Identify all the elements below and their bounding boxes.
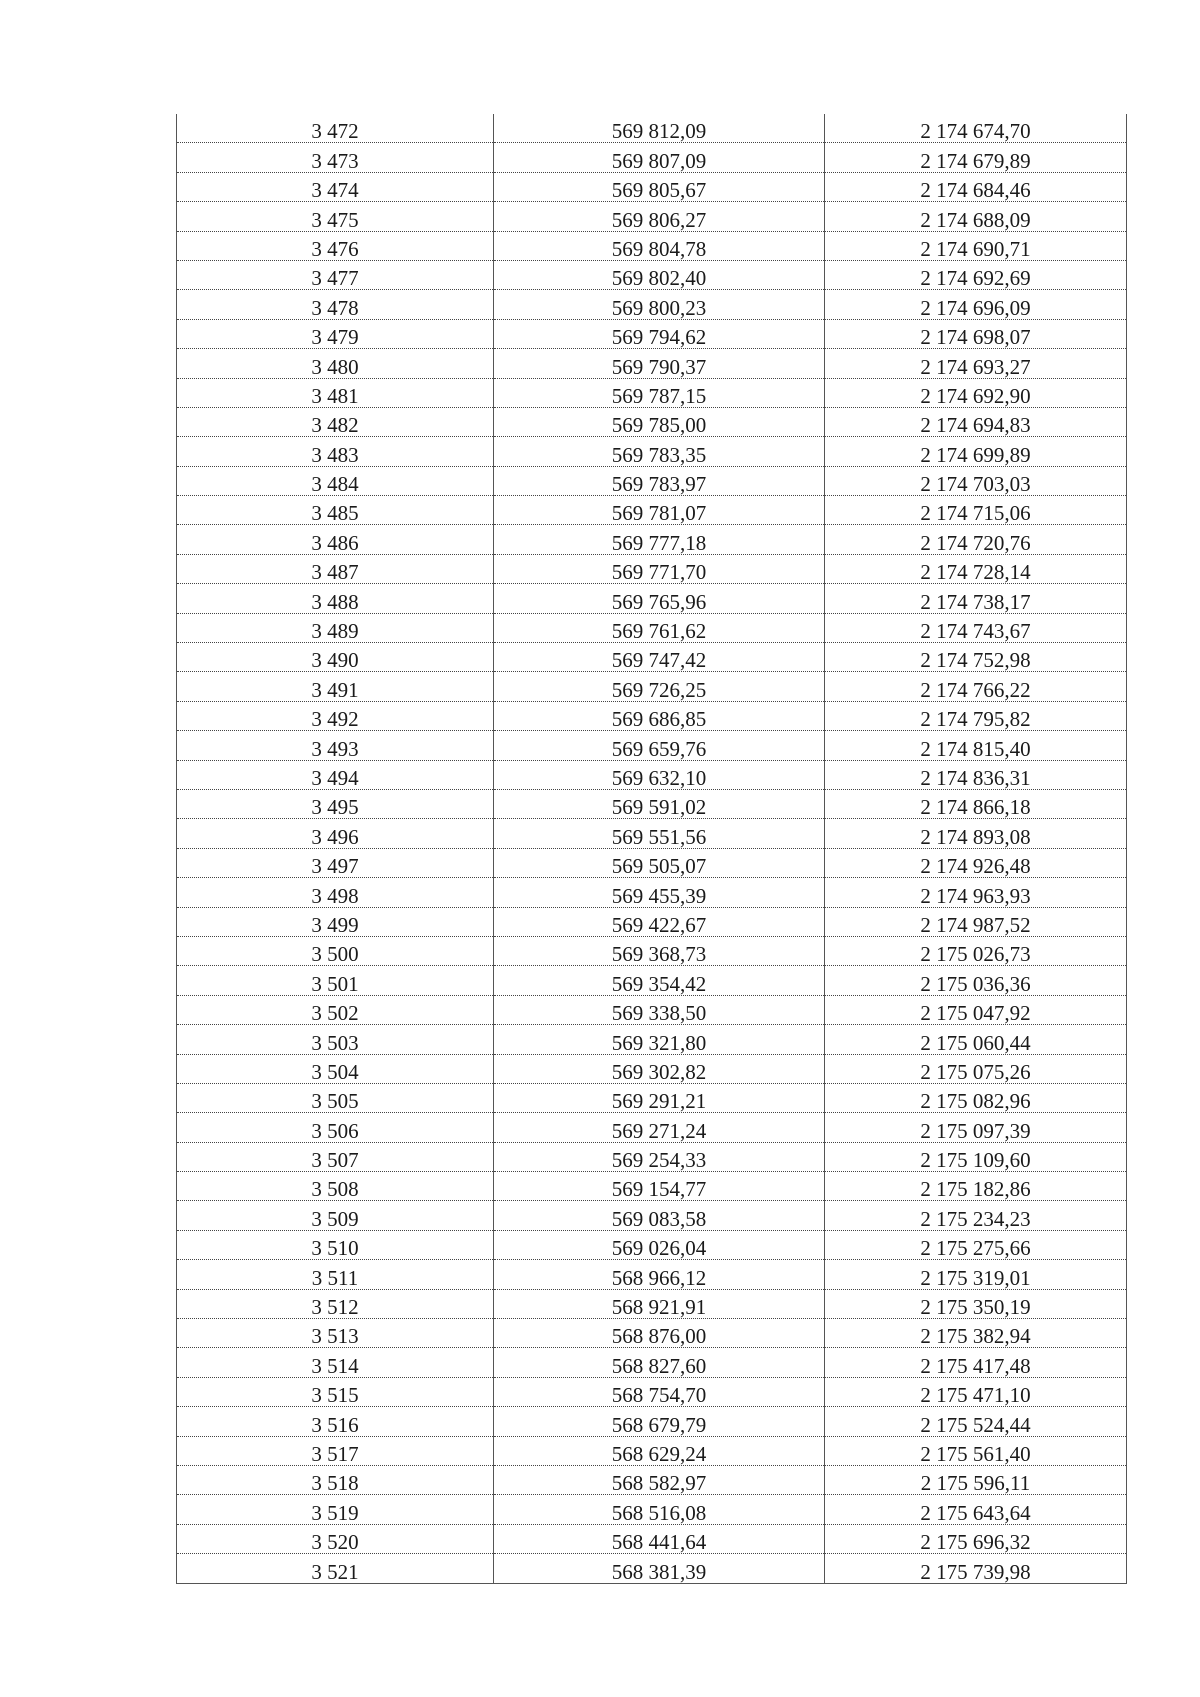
y-coordinate-cell: 2 174 696,09 [825, 290, 1127, 319]
point-number-cell: 3 499 [177, 907, 494, 936]
y-coordinate-cell: 2 174 738,17 [825, 584, 1127, 613]
table-row [177, 1025, 1127, 1054]
x-coordinate-cell: 569 338,50 [494, 995, 825, 1024]
point-number-cell: 3 519 [177, 1495, 494, 1524]
point-number-cell: 3 510 [177, 1230, 494, 1259]
table-row [177, 1289, 1127, 1318]
point-number-cell: 3 476 [177, 231, 494, 260]
x-coordinate-cell: 569 777,18 [494, 525, 825, 554]
x-coordinate-cell: 569 781,07 [494, 496, 825, 525]
point-number-cell: 3 488 [177, 584, 494, 613]
x-coordinate-cell: 569 806,27 [494, 202, 825, 231]
y-coordinate-cell: 2 175 561,40 [825, 1436, 1127, 1465]
y-coordinate-cell: 2 174 694,83 [825, 407, 1127, 436]
point-number-cell: 3 486 [177, 525, 494, 554]
x-coordinate-cell: 568 441,64 [494, 1524, 825, 1553]
y-coordinate-cell: 2 175 047,92 [825, 995, 1127, 1024]
y-coordinate-cell: 2 174 690,71 [825, 231, 1127, 260]
point-number-cell: 3 480 [177, 349, 494, 378]
x-coordinate-cell: 569 807,09 [494, 143, 825, 172]
point-number-cell: 3 498 [177, 878, 494, 907]
x-coordinate-cell: 569 422,67 [494, 907, 825, 936]
x-coordinate-cell: 568 582,97 [494, 1465, 825, 1494]
y-coordinate-cell: 2 175 350,19 [825, 1289, 1127, 1318]
x-coordinate-cell: 569 800,23 [494, 290, 825, 319]
x-coordinate-cell: 569 747,42 [494, 643, 825, 672]
table-row [177, 525, 1127, 554]
table-row [177, 1083, 1127, 1112]
y-coordinate-cell: 2 174 692,69 [825, 260, 1127, 289]
x-coordinate-cell: 569 804,78 [494, 231, 825, 260]
y-coordinate-cell: 2 175 471,10 [825, 1377, 1127, 1406]
table-row [177, 1524, 1127, 1553]
x-coordinate-cell: 569 321,80 [494, 1025, 825, 1054]
x-coordinate-cell: 569 771,70 [494, 554, 825, 583]
x-coordinate-cell: 569 659,76 [494, 731, 825, 760]
x-coordinate-cell: 568 754,70 [494, 1377, 825, 1406]
point-number-cell: 3 482 [177, 407, 494, 436]
coordinates-table-body [177, 114, 1127, 1583]
table-row [177, 907, 1127, 936]
point-number-cell: 3 505 [177, 1083, 494, 1112]
x-coordinate-cell: 569 802,40 [494, 260, 825, 289]
y-coordinate-cell: 2 174 693,27 [825, 349, 1127, 378]
table-row [177, 290, 1127, 319]
point-number-cell: 3 497 [177, 848, 494, 877]
y-coordinate-cell: 2 174 795,82 [825, 701, 1127, 730]
table-row [177, 760, 1127, 789]
y-coordinate-cell: 2 175 082,96 [825, 1083, 1127, 1112]
y-coordinate-cell: 2 175 382,94 [825, 1319, 1127, 1348]
table-row [177, 114, 1127, 143]
point-number-cell: 3 520 [177, 1524, 494, 1553]
point-number-cell: 3 481 [177, 378, 494, 407]
y-coordinate-cell: 2 174 815,40 [825, 731, 1127, 760]
y-coordinate-cell: 2 175 060,44 [825, 1025, 1127, 1054]
point-number-cell: 3 503 [177, 1025, 494, 1054]
x-coordinate-cell: 569 083,58 [494, 1201, 825, 1230]
table-row [177, 1465, 1127, 1494]
point-number-cell: 3 501 [177, 966, 494, 995]
y-coordinate-cell: 2 175 739,98 [825, 1554, 1127, 1583]
point-number-cell: 3 473 [177, 143, 494, 172]
x-coordinate-cell: 568 381,39 [494, 1554, 825, 1583]
table-row [177, 407, 1127, 436]
table-row [177, 466, 1127, 495]
x-coordinate-cell: 569 026,04 [494, 1230, 825, 1259]
point-number-cell: 3 487 [177, 554, 494, 583]
y-coordinate-cell: 2 174 699,89 [825, 437, 1127, 466]
x-coordinate-cell: 569 783,97 [494, 466, 825, 495]
point-number-cell: 3 472 [177, 114, 494, 143]
point-number-cell: 3 484 [177, 466, 494, 495]
x-coordinate-cell: 568 921,91 [494, 1289, 825, 1318]
x-coordinate-cell: 569 354,42 [494, 966, 825, 995]
x-coordinate-cell: 569 726,25 [494, 672, 825, 701]
x-coordinate-cell: 569 302,82 [494, 1054, 825, 1083]
table-row [177, 1230, 1127, 1259]
point-number-cell: 3 479 [177, 319, 494, 348]
y-coordinate-cell: 2 175 596,11 [825, 1465, 1127, 1494]
table-row [177, 1436, 1127, 1465]
point-number-cell: 3 517 [177, 1436, 494, 1465]
x-coordinate-cell: 569 812,09 [494, 114, 825, 143]
y-coordinate-cell: 2 174 679,89 [825, 143, 1127, 172]
y-coordinate-cell: 2 175 643,64 [825, 1495, 1127, 1524]
point-number-cell: 3 513 [177, 1319, 494, 1348]
table-row [177, 701, 1127, 730]
x-coordinate-cell: 569 271,24 [494, 1113, 825, 1142]
y-coordinate-cell: 2 174 752,98 [825, 643, 1127, 672]
y-coordinate-cell: 2 175 075,26 [825, 1054, 1127, 1083]
table-row [177, 1554, 1127, 1583]
table-row [177, 172, 1127, 201]
table-row [177, 202, 1127, 231]
point-number-cell: 3 514 [177, 1348, 494, 1377]
point-number-cell: 3 508 [177, 1172, 494, 1201]
x-coordinate-cell: 569 154,77 [494, 1172, 825, 1201]
table-row [177, 1054, 1127, 1083]
table-row [177, 672, 1127, 701]
y-coordinate-cell: 2 175 319,01 [825, 1260, 1127, 1289]
table-row [177, 936, 1127, 965]
point-number-cell: 3 492 [177, 701, 494, 730]
table-row [177, 1201, 1127, 1230]
table-row [177, 319, 1127, 348]
y-coordinate-cell: 2 175 696,32 [825, 1524, 1127, 1553]
point-number-cell: 3 516 [177, 1407, 494, 1436]
x-coordinate-cell: 569 790,37 [494, 349, 825, 378]
y-coordinate-cell: 2 174 893,08 [825, 819, 1127, 848]
point-number-cell: 3 491 [177, 672, 494, 701]
x-coordinate-cell: 569 551,56 [494, 819, 825, 848]
y-coordinate-cell: 2 175 026,73 [825, 936, 1127, 965]
table-row [177, 260, 1127, 289]
table-row [177, 848, 1127, 877]
table-row [177, 496, 1127, 525]
y-coordinate-cell: 2 175 182,86 [825, 1172, 1127, 1201]
x-coordinate-cell: 569 805,67 [494, 172, 825, 201]
table-row [177, 143, 1127, 172]
y-coordinate-cell: 2 175 097,39 [825, 1113, 1127, 1142]
point-number-cell: 3 506 [177, 1113, 494, 1142]
point-number-cell: 3 515 [177, 1377, 494, 1406]
table-row [177, 349, 1127, 378]
x-coordinate-cell: 569 785,00 [494, 407, 825, 436]
point-number-cell: 3 511 [177, 1260, 494, 1289]
table-row [177, 819, 1127, 848]
y-coordinate-cell: 2 174 674,70 [825, 114, 1127, 143]
point-number-cell: 3 504 [177, 1054, 494, 1083]
y-coordinate-cell: 2 174 715,06 [825, 496, 1127, 525]
x-coordinate-cell: 569 591,02 [494, 789, 825, 818]
point-number-cell: 3 496 [177, 819, 494, 848]
y-coordinate-cell: 2 174 728,14 [825, 554, 1127, 583]
x-coordinate-cell: 569 783,35 [494, 437, 825, 466]
coordinates-table [176, 114, 1127, 1584]
table-row [177, 231, 1127, 260]
y-coordinate-cell: 2 175 524,44 [825, 1407, 1127, 1436]
x-coordinate-cell: 569 368,73 [494, 936, 825, 965]
point-number-cell: 3 518 [177, 1465, 494, 1494]
point-number-cell: 3 494 [177, 760, 494, 789]
point-number-cell: 3 477 [177, 260, 494, 289]
y-coordinate-cell: 2 175 275,66 [825, 1230, 1127, 1259]
point-number-cell: 3 521 [177, 1554, 494, 1583]
y-coordinate-cell: 2 174 684,46 [825, 172, 1127, 201]
x-coordinate-cell: 568 629,24 [494, 1436, 825, 1465]
table-row [177, 584, 1127, 613]
x-coordinate-cell: 569 291,21 [494, 1083, 825, 1112]
point-number-cell: 3 490 [177, 643, 494, 672]
point-number-cell: 3 475 [177, 202, 494, 231]
table-row [177, 1172, 1127, 1201]
y-coordinate-cell: 2 174 866,18 [825, 789, 1127, 818]
table-row [177, 1348, 1127, 1377]
x-coordinate-cell: 569 765,96 [494, 584, 825, 613]
y-coordinate-cell: 2 175 417,48 [825, 1348, 1127, 1377]
y-coordinate-cell: 2 174 698,07 [825, 319, 1127, 348]
point-number-cell: 3 512 [177, 1289, 494, 1318]
point-number-cell: 3 495 [177, 789, 494, 818]
x-coordinate-cell: 568 516,08 [494, 1495, 825, 1524]
y-coordinate-cell: 2 174 720,76 [825, 525, 1127, 554]
table-row [177, 437, 1127, 466]
point-number-cell: 3 493 [177, 731, 494, 760]
x-coordinate-cell: 568 827,60 [494, 1348, 825, 1377]
point-number-cell: 3 483 [177, 437, 494, 466]
table-row [177, 1142, 1127, 1171]
y-coordinate-cell: 2 175 109,60 [825, 1142, 1127, 1171]
table-row [177, 1260, 1127, 1289]
y-coordinate-cell: 2 174 766,22 [825, 672, 1127, 701]
table-row [177, 878, 1127, 907]
table-row [177, 1495, 1127, 1524]
x-coordinate-cell: 569 455,39 [494, 878, 825, 907]
point-number-cell: 3 507 [177, 1142, 494, 1171]
point-number-cell: 3 500 [177, 936, 494, 965]
y-coordinate-cell: 2 174 688,09 [825, 202, 1127, 231]
table-row [177, 995, 1127, 1024]
table-row [177, 789, 1127, 818]
y-coordinate-cell: 2 174 692,90 [825, 378, 1127, 407]
x-coordinate-cell: 568 876,00 [494, 1319, 825, 1348]
table-row [177, 1319, 1127, 1348]
table-row [177, 378, 1127, 407]
y-coordinate-cell: 2 174 987,52 [825, 907, 1127, 936]
table-row [177, 1377, 1127, 1406]
table-row [177, 613, 1127, 642]
x-coordinate-cell: 569 787,15 [494, 378, 825, 407]
table-row [177, 643, 1127, 672]
y-coordinate-cell: 2 174 836,31 [825, 760, 1127, 789]
point-number-cell: 3 489 [177, 613, 494, 642]
x-coordinate-cell: 568 966,12 [494, 1260, 825, 1289]
table-row [177, 731, 1127, 760]
point-number-cell: 3 502 [177, 995, 494, 1024]
y-coordinate-cell: 2 174 743,67 [825, 613, 1127, 642]
x-coordinate-cell: 569 632,10 [494, 760, 825, 789]
table-row [177, 1407, 1127, 1436]
table-row [177, 554, 1127, 583]
y-coordinate-cell: 2 175 234,23 [825, 1201, 1127, 1230]
x-coordinate-cell: 568 679,79 [494, 1407, 825, 1436]
point-number-cell: 3 509 [177, 1201, 494, 1230]
point-number-cell: 3 474 [177, 172, 494, 201]
x-coordinate-cell: 569 505,07 [494, 848, 825, 877]
x-coordinate-cell: 569 686,85 [494, 701, 825, 730]
table-row [177, 966, 1127, 995]
y-coordinate-cell: 2 174 926,48 [825, 848, 1127, 877]
x-coordinate-cell: 569 254,33 [494, 1142, 825, 1171]
y-coordinate-cell: 2 174 703,03 [825, 466, 1127, 495]
point-number-cell: 3 485 [177, 496, 494, 525]
table-row [177, 1113, 1127, 1142]
y-coordinate-cell: 2 174 963,93 [825, 878, 1127, 907]
point-number-cell: 3 478 [177, 290, 494, 319]
x-coordinate-cell: 569 794,62 [494, 319, 825, 348]
x-coordinate-cell: 569 761,62 [494, 613, 825, 642]
y-coordinate-cell: 2 175 036,36 [825, 966, 1127, 995]
